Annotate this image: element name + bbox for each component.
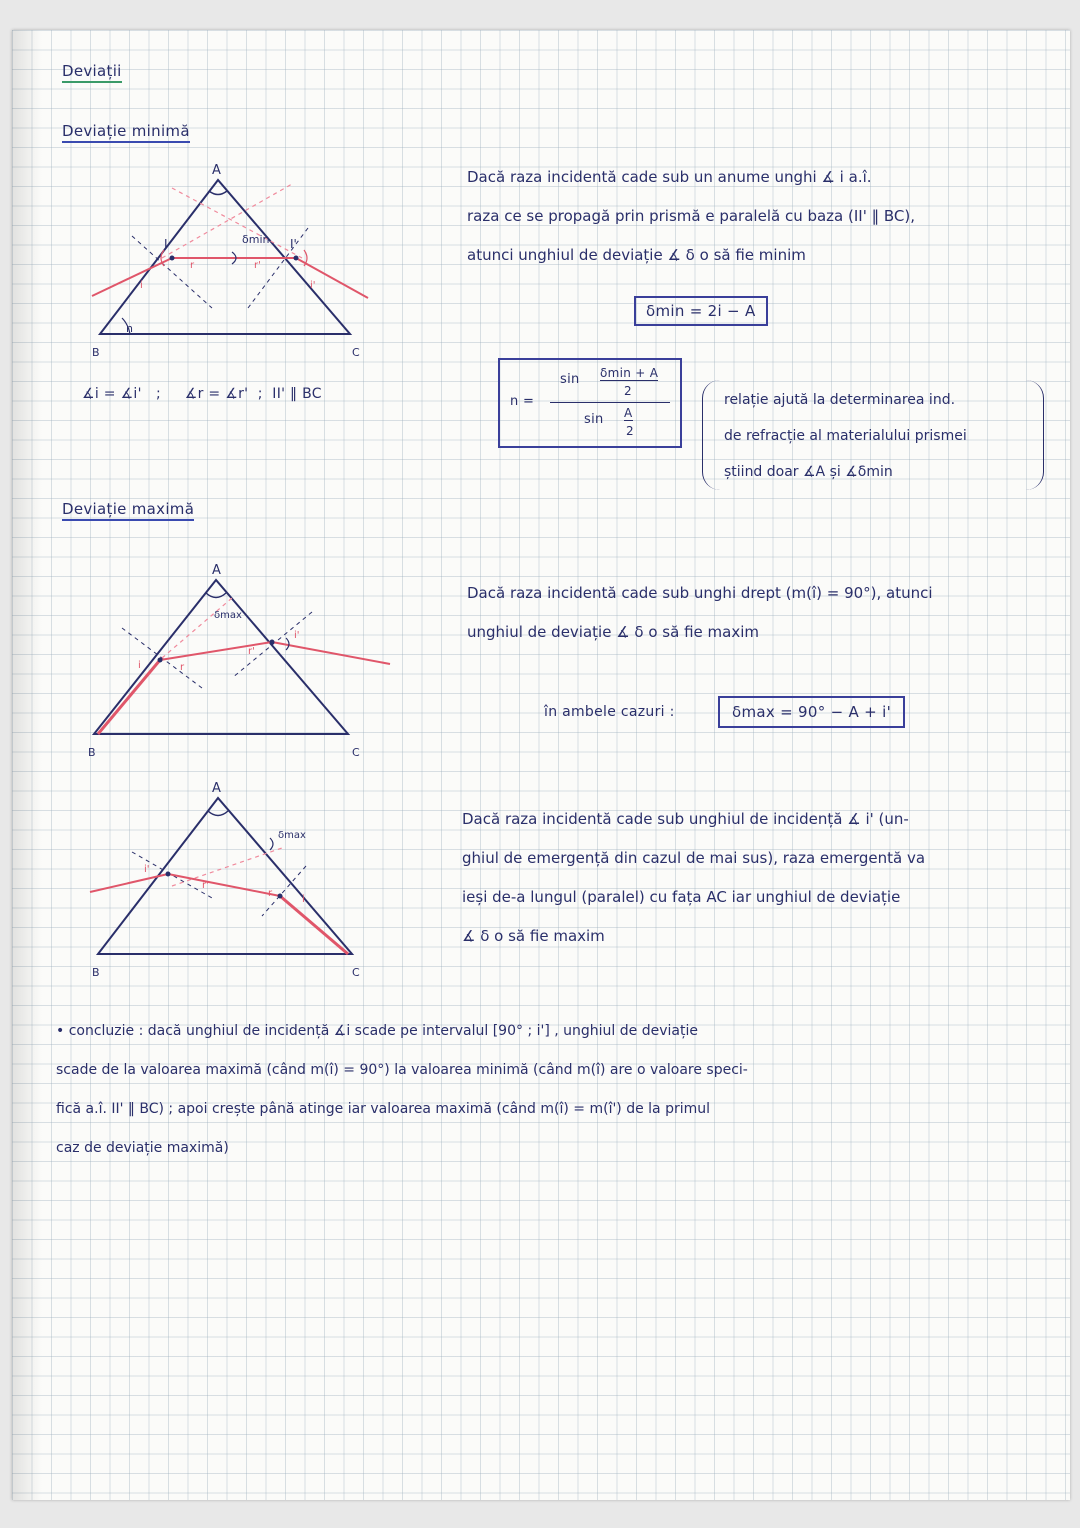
text-line: Dacă raza incidentă cade sub unghiul de incidență ∡ i' (un- (462, 810, 909, 828)
label-B: B (92, 966, 100, 979)
conclusion-text (56, 1012, 1056, 1168)
label-r: r (268, 888, 273, 899)
label-I: I (164, 237, 168, 251)
angle-relations: ∡i = ∡i' ; ∡r = ∡r' ; II' ‖ BC (82, 386, 322, 402)
label-r: r (180, 662, 185, 673)
label-i-prime: i' (310, 280, 316, 291)
label-A: A (212, 563, 221, 578)
max-deviation-text-2 (462, 800, 1057, 956)
label-C: C (352, 966, 360, 979)
label-n: n (126, 322, 133, 335)
label-C: C (352, 346, 360, 358)
label-i: i (140, 280, 143, 291)
label-r-prime: r' (254, 260, 261, 271)
conclusion-line: scade de la valoarea maximă (când m(î) = 90°) la valoarea minimă (când m(î) are o valoare speci- (56, 1062, 748, 1078)
label-r-prime: r' (248, 646, 255, 657)
label-B: B (92, 346, 100, 358)
label-I-prime: I' (290, 237, 297, 251)
incident-ray (92, 258, 172, 296)
conclusion-line: • concluzie : dacă unghiul de incidență ∡i scade pe intervalul [90° ; i'] , unghiul de deviație (56, 1023, 698, 1039)
text-line: ieși de-a lungul (paralel) cu fața AC iar unghiul de deviație (462, 888, 901, 906)
n-fraction-bar (550, 402, 670, 403)
apex-arc (209, 191, 227, 195)
label-i-prime: i' (144, 864, 150, 875)
text-line: ∡ δ o să fie maxim (462, 927, 605, 945)
n-num-frac-top: δmin + A (600, 366, 659, 380)
note-line: de refracție al materialului prismei (724, 428, 967, 444)
label-r-prime: r' (202, 880, 209, 891)
text-line: ghiul de emergență din cazul de mai sus), raza emergentă va (462, 849, 926, 867)
emergent-ray (296, 258, 368, 298)
formula-delta-max: δmax = 90° − A + i' (718, 696, 905, 728)
conclusion-line: caz de deviație maximă) (56, 1140, 229, 1156)
refraction-note (724, 382, 967, 490)
formula-refractive-index (498, 358, 682, 448)
formula-delta-min: δmin = 2i − A (634, 296, 768, 326)
prism-diagram-min (72, 158, 432, 358)
label-i: i (302, 894, 305, 905)
text-line: Dacă raza incidentă cade sub un anume unghi ∡ i a.î. (467, 168, 872, 186)
note-line: știind doar ∡A și ∡δmin (724, 464, 893, 480)
heading-max-deviation: Deviație maximă (62, 500, 194, 521)
conclusion-line: fică a.î. II' ‖ BC) ; apoi crește până atinge iar valoarea maximă (când m(î) = m(î') de la primul (56, 1101, 711, 1117)
n-lhs: n = (510, 394, 535, 409)
text-line: raza ce se propagă prin prismă e paralelă cu baza (II' ‖ BC), (467, 207, 915, 225)
prism-diagram-max-2 (72, 776, 392, 986)
label-delta-max: δmax (214, 610, 242, 621)
note-line: relație ajută la determinarea ind. (724, 392, 956, 408)
heading-min-deviation: Deviație minimă (62, 122, 190, 143)
label-delta-max: δmax (278, 830, 306, 841)
page-title: Deviații (62, 62, 122, 83)
text-line: unghiul de deviație ∡ δ o să fie maxim (467, 623, 759, 641)
text-line: Dacă raza incidentă cade sub unghi drept (m(î) = 90°), atunci (467, 584, 933, 602)
min-deviation-text (467, 158, 1057, 275)
notebook-page (12, 30, 1070, 1500)
n-den-frac-bottom: 2 (626, 424, 634, 438)
label-C: C (352, 746, 360, 759)
prism-diagram-max-1 (72, 558, 402, 768)
both-cases-label: în ambele cazuri : (544, 704, 675, 720)
n-den-sin: sin (584, 412, 604, 427)
n-den-frac-top: A (624, 406, 633, 420)
n-num-sin: sin (560, 372, 580, 387)
label-A: A (212, 163, 221, 178)
n-num-frac-bottom: 2 (624, 384, 632, 398)
label-i: i (138, 660, 141, 671)
label-i-prime: i' (294, 630, 300, 641)
label-B: B (88, 746, 96, 759)
text-line: atunci unghiul de deviație ∡ δ o să fie minim (467, 246, 806, 264)
label-r: r (190, 260, 195, 271)
max-deviation-text-1 (467, 574, 1057, 652)
label-delta-min: δmin (242, 233, 270, 246)
label-A: A (212, 781, 221, 796)
